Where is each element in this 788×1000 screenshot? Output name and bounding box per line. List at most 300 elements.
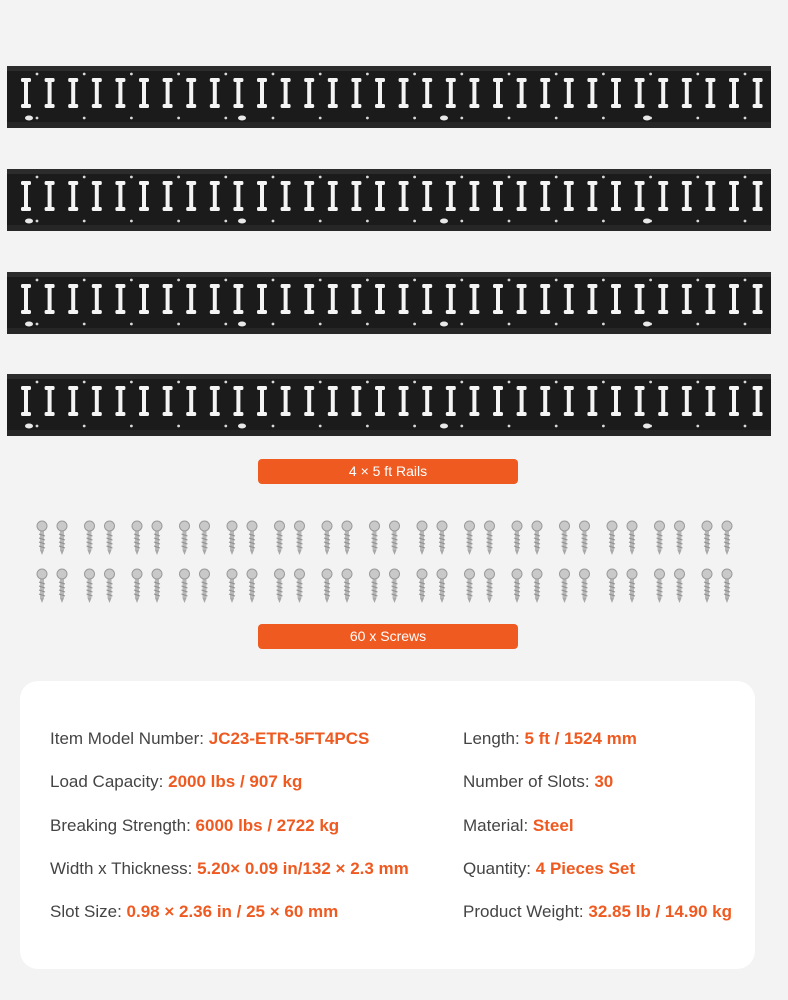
rail-slots-1 [7, 66, 771, 128]
rail-slot [658, 284, 668, 314]
rail-oval-hole [643, 424, 651, 429]
rail-slot [564, 181, 574, 211]
rail-hole [130, 117, 133, 120]
rail-hole [272, 176, 275, 179]
rail-slot [446, 284, 456, 314]
rail-slot [469, 386, 479, 416]
rail-oval-hole [238, 322, 246, 327]
rail-slot [682, 386, 692, 416]
rail-slot [658, 386, 668, 416]
rail-slots-3 [7, 272, 771, 334]
rail-hole [319, 220, 322, 223]
rail-slot [257, 386, 267, 416]
rail-hole [83, 176, 86, 179]
screw [37, 521, 47, 555]
screw [532, 569, 542, 603]
screw [132, 521, 142, 555]
rail-slot [281, 386, 291, 416]
rail-hole [555, 176, 558, 179]
rail-slot [422, 181, 432, 211]
rail-hole [224, 176, 227, 179]
rail-slot [399, 386, 409, 416]
rail-hole [413, 220, 416, 223]
rail-hole [413, 425, 416, 428]
rail-slot [139, 284, 149, 314]
rail-slot [682, 78, 692, 108]
screw [200, 569, 210, 603]
rail-slot [210, 78, 220, 108]
rail-hole [36, 381, 39, 384]
e-track-rail-1 [7, 66, 771, 128]
rail-hole [36, 117, 39, 120]
rail-hole [83, 323, 86, 326]
rail-hole [130, 176, 133, 179]
rail-slot [493, 78, 503, 108]
rail-hole [413, 323, 416, 326]
rail-hole [366, 117, 369, 120]
rail-hole [744, 279, 747, 282]
screw [85, 521, 95, 555]
screw [675, 569, 685, 603]
spec-length: Length: 5 ft / 1524 mm [463, 729, 637, 748]
rail-slot [469, 78, 479, 108]
rail-hole [555, 279, 558, 282]
rail-slot [304, 181, 314, 211]
rail-slot [587, 284, 597, 314]
rail-slot [92, 284, 102, 314]
rail-slot [328, 284, 338, 314]
rail-hole [319, 176, 322, 179]
rail-slot [540, 386, 550, 416]
screw [607, 521, 617, 555]
rail-slots-4 [7, 374, 771, 436]
specs-card [20, 681, 755, 969]
rail-hole [508, 73, 511, 76]
rail-hole [83, 279, 86, 282]
rail-oval-hole [238, 424, 246, 429]
rail-slot [469, 181, 479, 211]
screw [180, 521, 190, 555]
rail-hole [366, 323, 369, 326]
rail-slot [422, 78, 432, 108]
rail-slot [233, 181, 243, 211]
rail-slot [422, 386, 432, 416]
screw [247, 521, 257, 555]
rail-hole [555, 73, 558, 76]
screw [227, 569, 237, 603]
rail-slot [517, 284, 527, 314]
rail-oval-hole [440, 116, 448, 121]
rail-slot [469, 284, 479, 314]
screws-label: 60 x Screws [258, 624, 518, 649]
rail-slot [422, 284, 432, 314]
rail-slot [139, 181, 149, 211]
rail-slot [446, 386, 456, 416]
rail-hole [319, 381, 322, 384]
rail-slot [304, 386, 314, 416]
rail-slot [611, 386, 621, 416]
screw [465, 569, 475, 603]
rail-hole [224, 425, 227, 428]
rail-hole [413, 279, 416, 282]
rail-hole [177, 279, 180, 282]
rail-slot [540, 78, 550, 108]
rail-hole [413, 73, 416, 76]
rails-label: 4 × 5 ft Rails [258, 459, 518, 484]
rail-oval-hole [643, 116, 651, 121]
rail-slot [635, 386, 645, 416]
rail-oval-hole [25, 322, 33, 327]
screw [200, 521, 210, 555]
rail-slot [753, 78, 763, 108]
rail-slot [493, 284, 503, 314]
rail-hole [460, 220, 463, 223]
screws-image [36, 520, 736, 610]
rail-hole [460, 279, 463, 282]
screw [85, 569, 95, 603]
rail-slot [351, 284, 361, 314]
e-track-rail-2 [7, 169, 771, 231]
rail-hole [319, 323, 322, 326]
screw [37, 569, 47, 603]
screw [275, 521, 285, 555]
rail-slot [446, 181, 456, 211]
rail-hole [272, 117, 275, 120]
rail-slot [115, 78, 125, 108]
rail-hole [36, 220, 39, 223]
rail-hole [696, 381, 699, 384]
rail-slot [399, 78, 409, 108]
rail-hole [366, 279, 369, 282]
rail-slot [635, 284, 645, 314]
screw [702, 521, 712, 555]
screw [702, 569, 712, 603]
rail-hole [602, 323, 605, 326]
rail-slot [753, 181, 763, 211]
rail-hole [224, 279, 227, 282]
rail-slot [351, 181, 361, 211]
rail-hole [602, 73, 605, 76]
rail-slot [729, 78, 739, 108]
screw [675, 521, 685, 555]
rail-hole [319, 73, 322, 76]
rail-hole [460, 117, 463, 120]
rail-hole [744, 425, 747, 428]
rail-hole [366, 176, 369, 179]
rail-oval-hole [440, 219, 448, 224]
screw [532, 521, 542, 555]
rail-slot [186, 386, 196, 416]
screw [57, 521, 67, 555]
rail-slot [210, 181, 220, 211]
rail-slot [21, 386, 31, 416]
rail-slot [281, 181, 291, 211]
rail-slot [328, 78, 338, 108]
rail-hole [36, 425, 39, 428]
rail-slots-2 [7, 169, 771, 231]
screw [560, 569, 570, 603]
rail-hole [649, 176, 652, 179]
rail-slot [375, 78, 385, 108]
rail-hole [83, 117, 86, 120]
spec-breaking-strength: Breaking Strength: 6000 lbs / 2722 kg [50, 816, 340, 835]
rail-hole [177, 425, 180, 428]
screw [322, 521, 332, 555]
screw [722, 569, 732, 603]
rail-slot [351, 78, 361, 108]
screw [57, 569, 67, 603]
rail-hole [744, 176, 747, 179]
rail-slot [729, 386, 739, 416]
rail-hole [366, 425, 369, 428]
rail-slot [753, 284, 763, 314]
rail-slot [163, 181, 173, 211]
rail-hole [696, 176, 699, 179]
rail-oval-hole [25, 116, 33, 121]
screw [417, 569, 427, 603]
rail-hole [744, 381, 747, 384]
rail-hole [224, 323, 227, 326]
rail-slot [45, 78, 55, 108]
rail-hole [508, 381, 511, 384]
rail-slot [729, 284, 739, 314]
screw [607, 569, 617, 603]
rail-hole [602, 425, 605, 428]
rail-hole [744, 73, 747, 76]
rail-slot [139, 386, 149, 416]
rail-slot [682, 181, 692, 211]
rail-slot [564, 284, 574, 314]
rail-hole [649, 381, 652, 384]
rail-slot [163, 78, 173, 108]
rail-hole [272, 73, 275, 76]
rail-slot [493, 181, 503, 211]
rail-slot [611, 78, 621, 108]
rail-slot [115, 386, 125, 416]
rail-slot [564, 78, 574, 108]
rail-slot [21, 181, 31, 211]
rail-slot [375, 284, 385, 314]
rail-hole [272, 279, 275, 282]
rail-slot [705, 386, 715, 416]
screw [295, 569, 305, 603]
screw [655, 521, 665, 555]
screw [627, 569, 637, 603]
rail-hole [224, 117, 227, 120]
rail-hole [744, 220, 747, 223]
screw [105, 569, 115, 603]
rail-slot [92, 78, 102, 108]
e-track-rail-3 [7, 272, 771, 334]
rail-hole [130, 381, 133, 384]
rail-hole [696, 425, 699, 428]
rail-slot [729, 181, 739, 211]
screw [560, 521, 570, 555]
screw [512, 569, 522, 603]
rail-slot [399, 284, 409, 314]
rail-hole [272, 381, 275, 384]
screw [390, 569, 400, 603]
screw [295, 521, 305, 555]
rail-slot [351, 386, 361, 416]
rail-hole [508, 323, 511, 326]
rail-hole [36, 323, 39, 326]
rail-slot [587, 386, 597, 416]
rail-slot [68, 78, 78, 108]
rail-slot [753, 386, 763, 416]
spec-number-of-slots: Number of Slots: 30 [463, 772, 614, 791]
rail-slot [446, 78, 456, 108]
rail-slot [375, 386, 385, 416]
rail-hole [555, 323, 558, 326]
rail-slot [658, 78, 668, 108]
rail-slot [328, 181, 338, 211]
rail-oval-hole [238, 219, 246, 224]
rail-slot [45, 181, 55, 211]
rail-slot [705, 78, 715, 108]
screw [580, 521, 590, 555]
rail-slot [186, 181, 196, 211]
rail-hole [224, 73, 227, 76]
screw [370, 569, 380, 603]
rail-slot [517, 386, 527, 416]
rail-hole [177, 381, 180, 384]
rail-hole [460, 425, 463, 428]
rail-slot [210, 284, 220, 314]
rail-hole [319, 279, 322, 282]
screw [580, 569, 590, 603]
rail-slot [45, 386, 55, 416]
rail-hole [177, 176, 180, 179]
rail-hole [413, 176, 416, 179]
rail-slot [115, 284, 125, 314]
rail-hole [602, 117, 605, 120]
rail-slot [233, 78, 243, 108]
rail-hole [83, 73, 86, 76]
rail-slot [163, 284, 173, 314]
rail-hole [177, 220, 180, 223]
rail-hole [177, 117, 180, 120]
rail-oval-hole [440, 424, 448, 429]
rail-hole [177, 323, 180, 326]
rail-slot [257, 284, 267, 314]
rail-slot [257, 181, 267, 211]
screw [275, 569, 285, 603]
screw [627, 521, 637, 555]
rail-hole [83, 425, 86, 428]
rail-slot [399, 181, 409, 211]
screw [342, 569, 352, 603]
rail-slot [375, 181, 385, 211]
rail-hole [366, 73, 369, 76]
rail-slot [564, 386, 574, 416]
rail-slot [587, 181, 597, 211]
rail-slot [635, 78, 645, 108]
rail-hole [319, 117, 322, 120]
rail-slot [517, 78, 527, 108]
rail-hole [508, 117, 511, 120]
rail-hole [696, 73, 699, 76]
rail-slot [163, 386, 173, 416]
rail-slot [68, 284, 78, 314]
rail-hole [602, 220, 605, 223]
rail-slot [587, 78, 597, 108]
rail-slot [68, 181, 78, 211]
rail-hole [696, 279, 699, 282]
rail-hole [272, 220, 275, 223]
rail-hole [555, 220, 558, 223]
spec-product-weight: Product Weight: 32.85 lb / 14.90 kg [463, 902, 733, 921]
rail-slot [186, 78, 196, 108]
rail-oval-hole [25, 219, 33, 224]
rail-slot [233, 284, 243, 314]
rail-slot [186, 284, 196, 314]
rail-hole [460, 323, 463, 326]
screw [390, 521, 400, 555]
rail-hole [130, 425, 133, 428]
spec-width-thickness: Width x Thickness: 5.20× 0.09 in/132 × 2.3 mm [50, 859, 409, 878]
spec-material: Material: Steel [463, 816, 574, 835]
screw [722, 521, 732, 555]
rail-hole [413, 381, 416, 384]
rail-slot [493, 386, 503, 416]
rail-slot [115, 181, 125, 211]
rail-slot [328, 386, 338, 416]
rail-slot [210, 386, 220, 416]
rail-hole [555, 381, 558, 384]
rail-hole [649, 279, 652, 282]
rail-hole [366, 381, 369, 384]
rail-oval-hole [25, 424, 33, 429]
spec-slot-size: Slot Size: 0.98 × 2.36 in / 25 × 60 mm [50, 902, 339, 921]
rail-hole [508, 279, 511, 282]
rail-slot [682, 284, 692, 314]
rail-slot [611, 181, 621, 211]
rail-hole [696, 220, 699, 223]
rail-hole [130, 73, 133, 76]
rail-slot [281, 78, 291, 108]
rail-slot [611, 284, 621, 314]
rail-hole [224, 381, 227, 384]
rail-oval-hole [643, 219, 651, 224]
screw [370, 521, 380, 555]
rail-hole [460, 176, 463, 179]
rail-hole [130, 279, 133, 282]
screw [485, 521, 495, 555]
rail-hole [744, 117, 747, 120]
rail-hole [696, 117, 699, 120]
e-track-rail-4 [7, 374, 771, 436]
rail-slot [45, 284, 55, 314]
screw [417, 521, 427, 555]
rail-oval-hole [643, 322, 651, 327]
rail-slot [304, 284, 314, 314]
rail-hole [177, 73, 180, 76]
rail-hole [83, 220, 86, 223]
rail-hole [319, 425, 322, 428]
screw [247, 569, 257, 603]
screw [437, 521, 447, 555]
rail-slot [233, 386, 243, 416]
rail-hole [130, 323, 133, 326]
screw [465, 521, 475, 555]
rail-oval-hole [440, 322, 448, 327]
rail-slot [540, 181, 550, 211]
rail-hole [508, 220, 511, 223]
rail-hole [555, 117, 558, 120]
rail-hole [460, 73, 463, 76]
screw [322, 569, 332, 603]
